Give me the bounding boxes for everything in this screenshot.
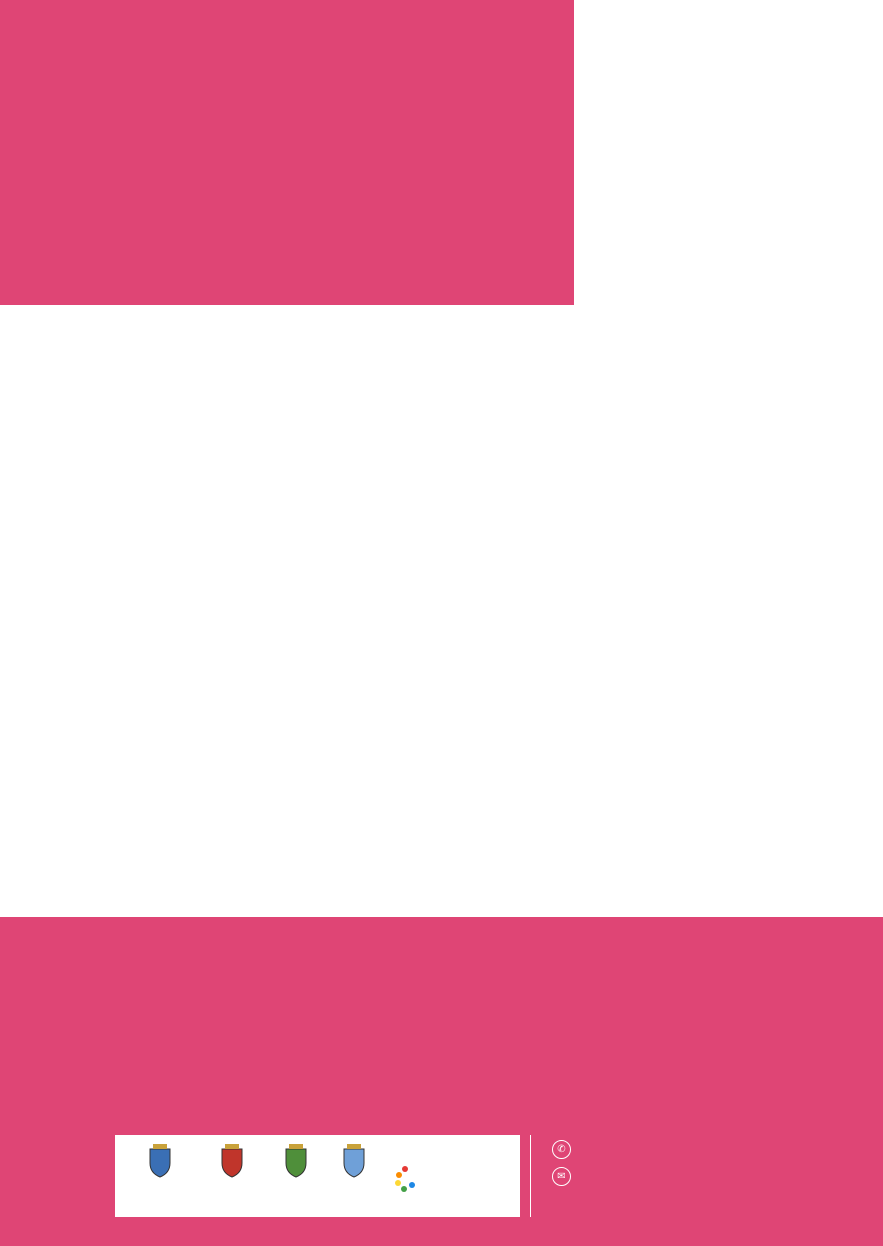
coat-of-arms-icon bbox=[217, 1143, 247, 1179]
logos-panel bbox=[115, 1135, 520, 1217]
mail-icon: ✉ bbox=[552, 1167, 571, 1186]
divider bbox=[530, 1135, 531, 1217]
service-column bbox=[445, 937, 625, 945]
coat-of-arms-icon bbox=[145, 1143, 175, 1179]
jonathan-logo-icon bbox=[393, 1163, 417, 1193]
phone-icon: ✆ bbox=[552, 1140, 571, 1159]
logo-san-martino bbox=[265, 1143, 327, 1185]
email-contact bbox=[552, 1167, 577, 1186]
header-banner bbox=[0, 0, 574, 305]
women-illustration-grid bbox=[574, 0, 883, 917]
service-column bbox=[645, 937, 825, 945]
logo-tombolo bbox=[323, 1143, 385, 1185]
logo-san-giorgio bbox=[201, 1143, 263, 1185]
footer bbox=[0, 917, 883, 1246]
phone-contact bbox=[552, 1140, 577, 1159]
logo-galliera bbox=[129, 1143, 191, 1185]
service-column bbox=[46, 937, 226, 945]
info-block bbox=[552, 1132, 577, 1186]
service-column bbox=[245, 937, 425, 945]
coat-of-arms-icon bbox=[281, 1143, 311, 1179]
coat-of-arms-icon bbox=[339, 1143, 369, 1179]
